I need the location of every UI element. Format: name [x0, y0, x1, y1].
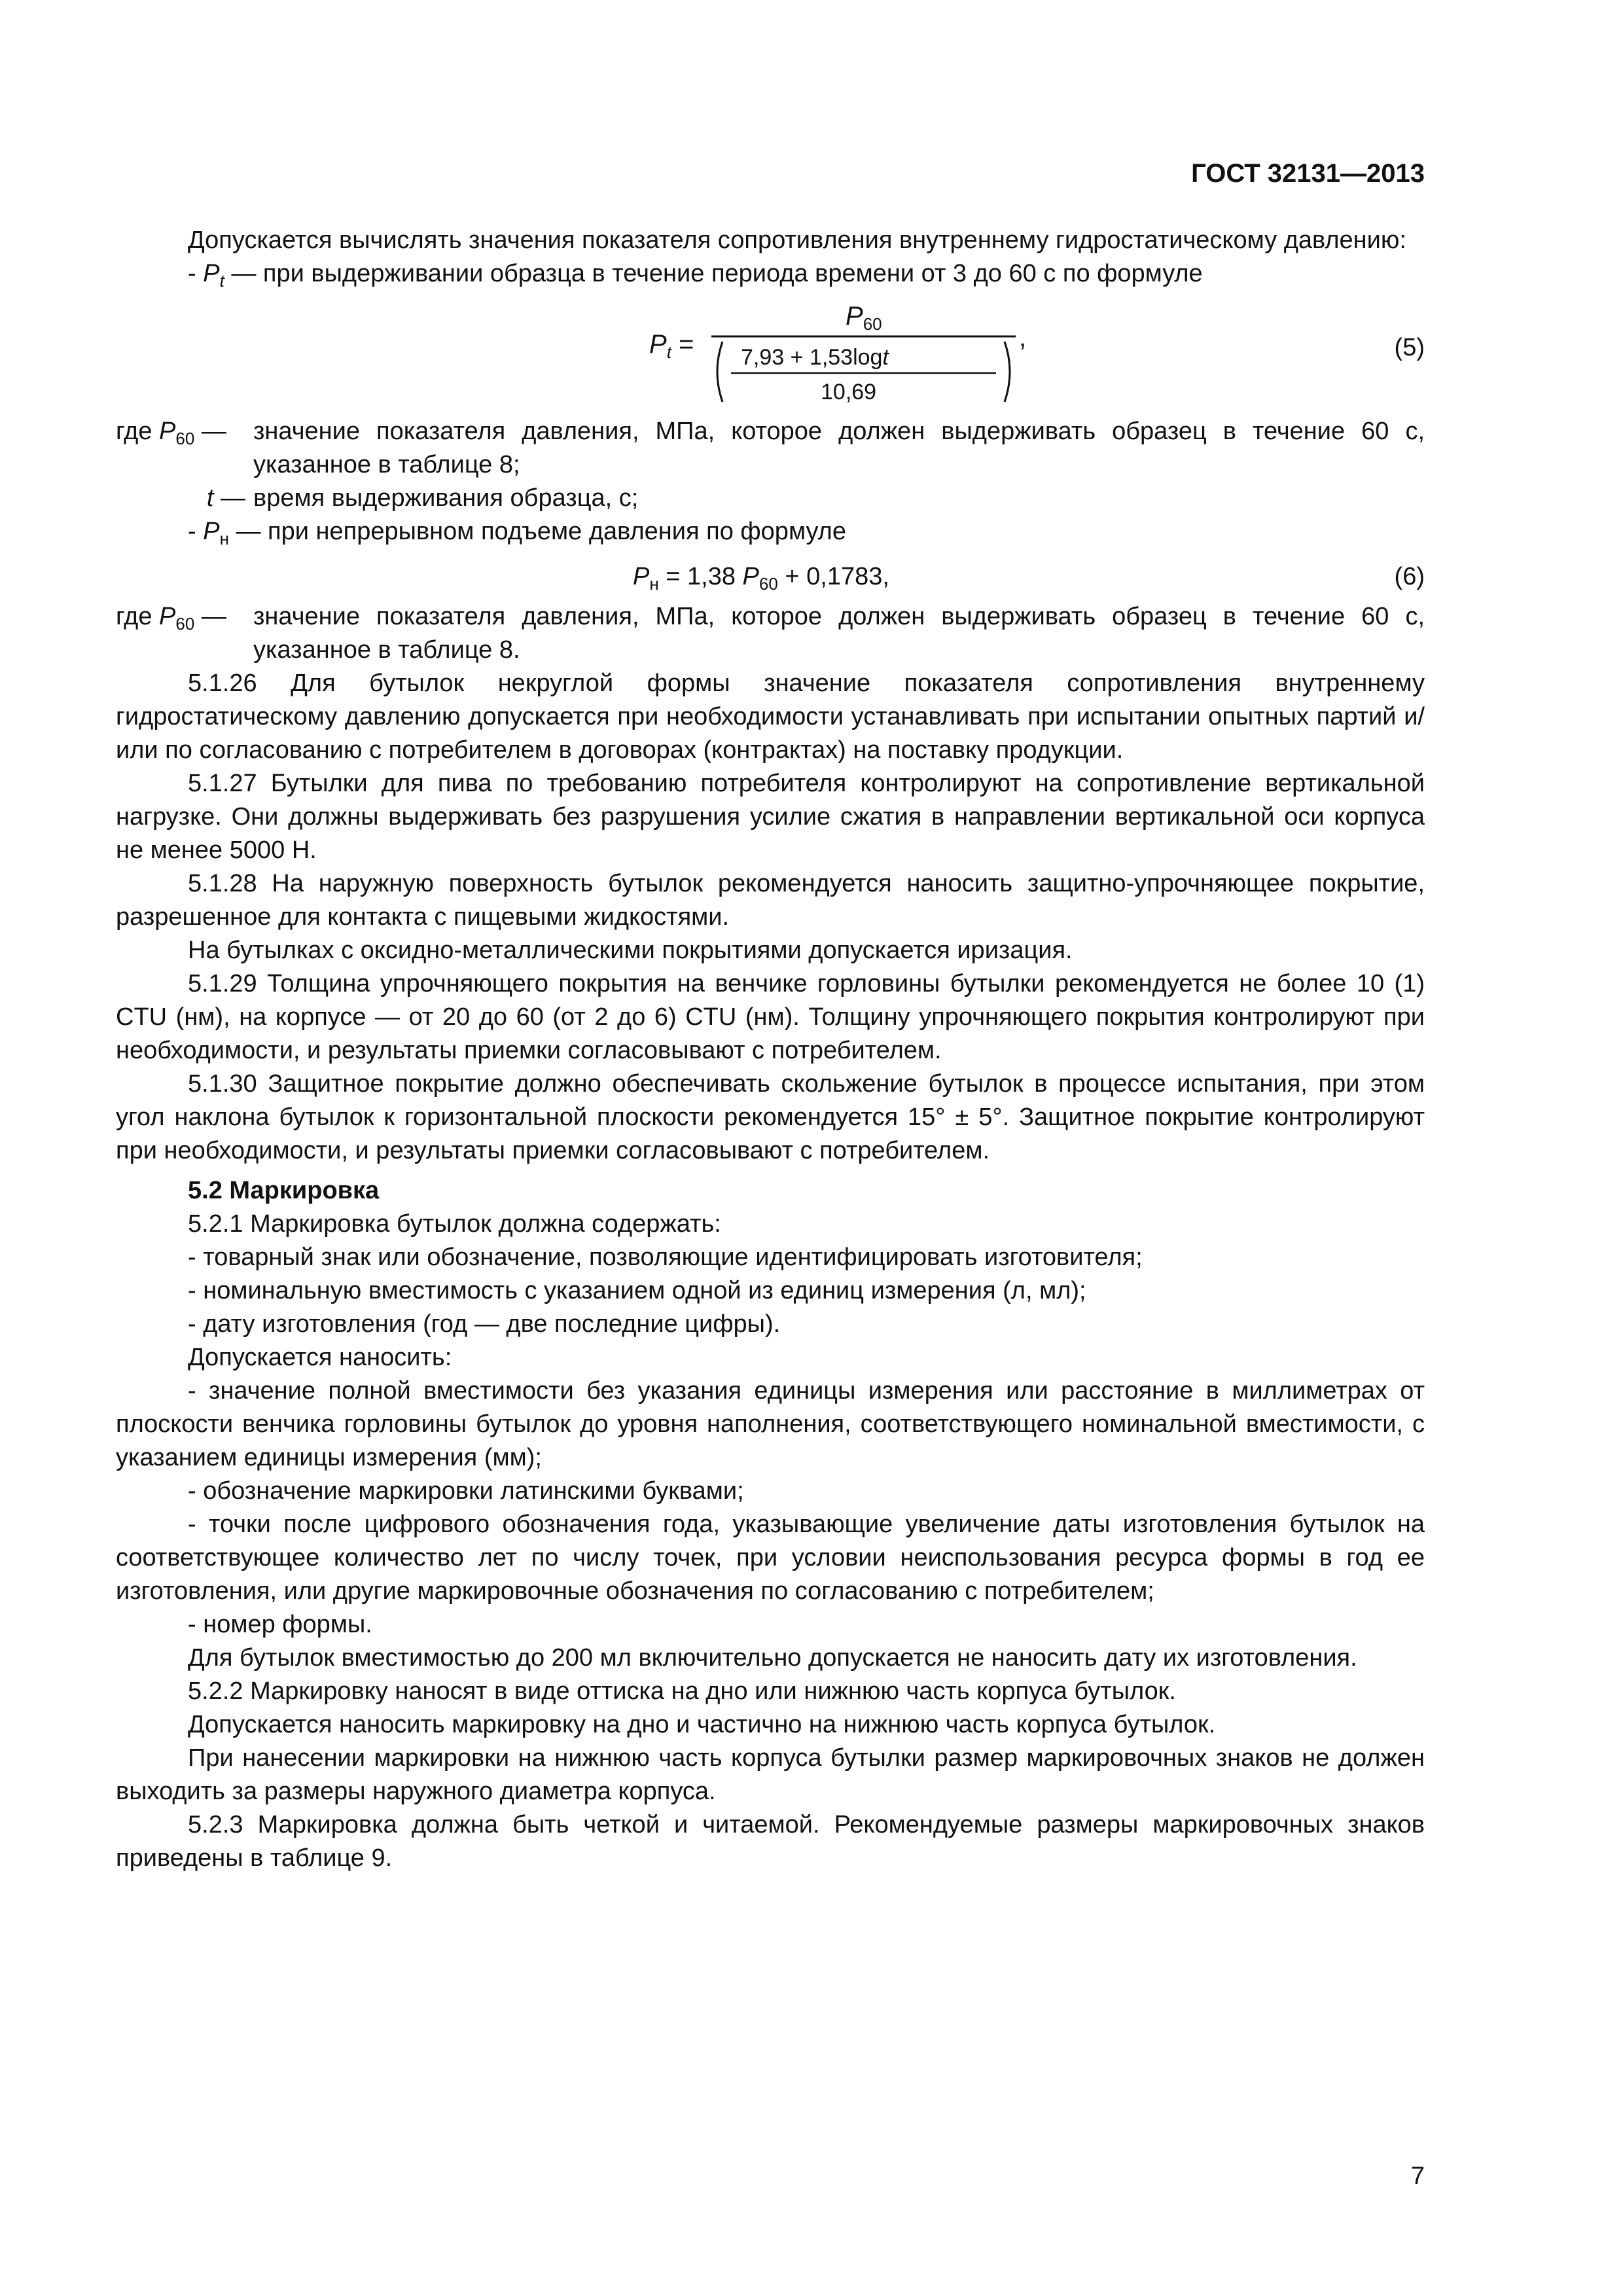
formula-6 — [116, 560, 1425, 594]
subscript-60: 60 — [758, 574, 778, 594]
where-text: значение показателя давления, МПа, которое должен выдерживать образец в течение 60 с, указанное в таблице 8; — [253, 418, 1425, 478]
list-item: - точки после цифрового обозначения года, указывающие увеличение даты изготовления бутылок на соответствующее количество лет по числу точек, при условии неиспользования ресурса формы в год ее изготовления, или другие маркировочные обозначения по согласованию с потребителем; — [116, 1511, 1425, 1605]
paragraph-5-1-27: 5.1.27 Бутылки для пива по требованию потребителя контролируют на сопротивление вертикальной нагрузке. Они должны выдерживать без разрушения усилие сжатия в направлении вертикальной оси корпуса не менее 5000 Н. — [116, 770, 1425, 864]
symbol-p: P — [203, 518, 220, 545]
formula-5-fraction — [649, 291, 1042, 415]
where-label — [116, 600, 253, 667]
paragraph-5-1-26: 5.1.26 Для бутылок некруглой формы значение показателя сопротивления внутреннему гидростатическому давлению допускается при необходимости устанавливать при испытании опытных партий и/или по согласованию с потребителем в договорах (контрактах) на поставку продукции. — [116, 670, 1425, 764]
paragraph-200ml: Для бутылок вместимостью до 200 мл включительно допускается не наносить дату их изготовления. — [188, 1644, 1357, 1672]
formula-comma: , — [1019, 323, 1027, 352]
inner-numerator: 7,93 + 1,53log — [741, 345, 883, 370]
document-id-header: ГОСТ 32131—2013 — [1191, 159, 1425, 188]
page-number: 7 — [1410, 2162, 1425, 2190]
dash-prefix: - — [188, 518, 204, 545]
symbol-t: t — [206, 484, 214, 512]
list-item: - товарный знак или обозначение, позволяющие идентифицировать изготовителя; — [188, 1244, 1143, 1271]
paragraph-5-2-3: 5.2.3 Маркировка должна быть четкой и читаемой. Рекомендуемые размеры маркировочных знаков приведены в таблице 9. — [116, 1811, 1425, 1872]
formula-numerator-symbol: P — [846, 302, 863, 331]
formula-5-number: (5) — [1394, 334, 1425, 361]
list-item-text: — при выдерживании образца в течение периода времени от 3 до 60 с по формуле — [224, 260, 1203, 287]
formula-6-tail: + 0,1783, — [777, 563, 889, 590]
list-item: - дату изготовления (год — две последние цифры). — [188, 1310, 781, 1338]
subscript-60: 60 — [175, 429, 195, 448]
paragraph-5-2-1: 5.2.1 Маркировка бутылок должна содержать: — [188, 1210, 721, 1238]
svg-text:P60 — [846, 302, 882, 334]
list-item-pn — [116, 515, 1425, 548]
subscript-n: н — [219, 529, 229, 548]
list-item: - обозначение маркировки латинскими буквами; — [188, 1477, 744, 1505]
formula-5 — [116, 291, 1425, 415]
inner-denominator: 10,69 — [821, 380, 877, 404]
symbol-p: P — [159, 418, 176, 445]
subscript-n: н — [649, 574, 659, 594]
paragraph-5-2-2: 5.2.2 Маркировку наносят в виде оттиска на дно или нижнюю часть корпуса бутылок. — [188, 1677, 1176, 1705]
em-dash: — — [194, 418, 226, 445]
where-t-definition — [116, 482, 1425, 515]
where-t-text: время выдерживания образца, с; — [253, 484, 639, 512]
paragraph-5-1-29: 5.1.29 Толщина упрочняющего покрытия на венчике горловины бутылки рекомендуется не более 10 (1) CTU (нм), на корпусе — от 20 до 60 (от 2 до 6) CTU (нм). Толщину упрочняющего покрытия контролируют при необходимости, и результаты приемки согласовывают с потребителем. — [116, 970, 1425, 1064]
em-dash: — — [213, 484, 245, 512]
where-t-label — [188, 482, 253, 515]
symbol-p: P — [742, 563, 759, 590]
dash-prefix: - — [188, 260, 204, 287]
paragraph-bottom-marking: Допускается наносить маркировку на дно и частично на нижнюю часть корпуса бутылок. — [188, 1711, 1216, 1738]
paragraph-intro: Допускается вычислять значения показателя сопротивления внутреннему гидростатическому давлению: — [188, 226, 1406, 254]
formula-6-number: (6) — [1394, 563, 1425, 590]
right-paren-icon — [1005, 342, 1010, 402]
symbol-p: P — [633, 563, 650, 590]
section-title: 5.2 Маркировка — [188, 1177, 380, 1204]
symbol-p: P — [203, 260, 220, 287]
paragraph-5-1-30: 5.1.30 Защитное покрытие должно обеспечивать скольжение бутылок в процессе испытания, при этом угол наклона бутылок к горизонтальной плоскости рекомендуется 15° ± 5°. Защитное покрытие контролируют при необходимости, и результаты приемки согласовывают с потребителем. — [116, 1070, 1425, 1164]
svg-text:7,93 + 1,53logt — [741, 345, 889, 370]
list-item-text: — при непрерывном подъеме давления по формуле — [228, 518, 846, 545]
paragraph-allowed: Допускается наносить: — [188, 1344, 452, 1371]
subscript-60: 60 — [175, 614, 195, 634]
formula-5-graphic — [649, 291, 1042, 415]
list-item: - значение полной вместимости без указания единицы измерения или расстояние в миллиметрах от плоскости венчика горловины бутылок до уровня наполнения, соответствующего номинальной вместимости, с указанием единицы измерения (мм); — [116, 1377, 1425, 1471]
left-paren-icon — [717, 342, 722, 402]
where-p60-definition-2 — [116, 600, 1425, 667]
where-word: где — [116, 603, 160, 630]
where-p60-definition-1 — [116, 415, 1425, 482]
formula-6-middle: = 1,38 — [658, 563, 743, 590]
paragraph-marking-size: При нанесении маркировки на нижнюю часть корпуса бутылки размер маркировочных знаков не должен выходить за размеры наружного диаметра корпуса. — [116, 1744, 1425, 1805]
formula-numerator-subscript: 60 — [863, 314, 882, 334]
paragraph-irization: На бутылках с оксидно-металлическими покрытиями допускается иризация. — [188, 937, 1073, 964]
formula-6-expression — [633, 560, 889, 594]
list-item: - номер формы. — [188, 1611, 372, 1638]
list-item-pt — [116, 257, 1425, 291]
paragraph-5-1-28: 5.1.28 На наружную поверхность бутылок рекомендуется наносить защитно-упрочняющее покрытие, разрешенное для контакта с пищевыми жидкостями. — [116, 870, 1425, 931]
where-text: значение показателя давления, МПа, которое должен выдерживать образец в течение 60 с, указанное в таблице 8. — [253, 603, 1425, 664]
page-content — [116, 224, 1425, 1875]
em-dash: — — [194, 603, 226, 630]
formula-lhs-symbol: P — [649, 330, 667, 359]
inner-variable: t — [882, 345, 889, 370]
subscript-t: t — [219, 271, 224, 291]
list-item: - номинальную вместимость с указанием одной из единиц измерения (л, мл); — [188, 1277, 1086, 1304]
formula-lhs-subscript: t — [666, 342, 671, 362]
formula-equals: = — [671, 330, 694, 359]
where-label — [116, 415, 253, 482]
where-word: где — [116, 418, 160, 445]
svg-text:Pt = — [649, 330, 694, 362]
symbol-p: P — [159, 603, 176, 630]
